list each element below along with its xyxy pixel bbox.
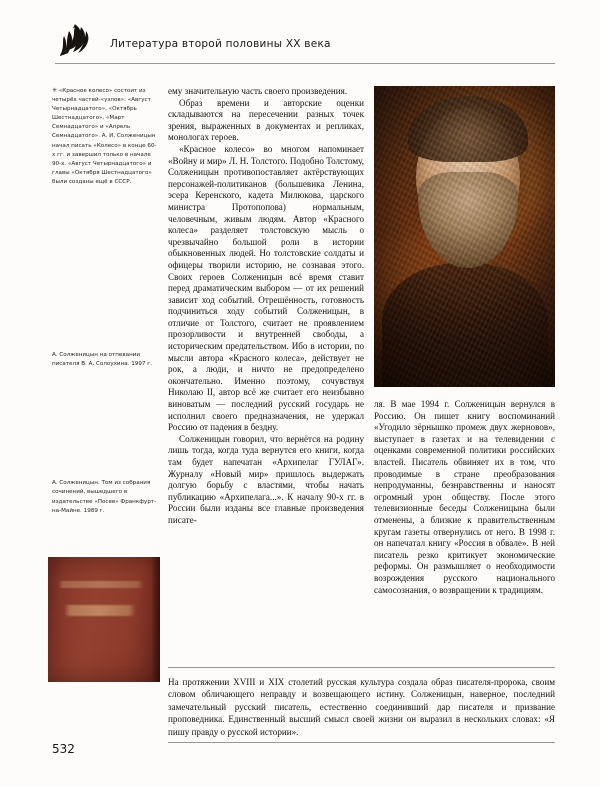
- margin-note-text: «Красное колесо» состоит из четырёх частей-«узлов»: «Август Четырнадцатого», «Октябрь Шестнадцатого», «Март Семнадцатого» и «Апрель Семнадцатого». А. И. Солженицын начал писать «Колесо» в конце 60-х гг. и завершил только в начале 90-х. «Август Четырнадцатого» и главы «Октября Шестнадцатого» были созданы ещё в СССР.: [52, 88, 157, 185]
- paragraph: ему значительную часть своего произведения.: [168, 86, 348, 96]
- book-cover-title-lettering: [64, 605, 136, 616]
- final-summary-block: [168, 676, 555, 738]
- portrait-photo-solzhenitsyn: [374, 86, 555, 387]
- paragraph: «Красное колесо» во многом напоминает «Войну и мир» Л. Н. Толстого. Подобно Толстому, Солженицын противопоставляет актёрствующих персонажей-политиканов (большевика Ленина, эсера Керенского, кадета Милюкова, царского министра Протопопова) нормальным, человечным, живым людям. Автор «Красного колеса» разделяет толстовскую мысль о чрезвычайно большой роли в истории обыкновенных людей. Но толстовские солдаты и офицеры творили историю, не сознавая этого. Своих героев Солженицын всё время ставит перед драматическим выбором — от их решений зависит ход событий. Отрешённость, готовность подчиниться ходу событий Солженицын, в отличие от Толстого, считает не проявлением прозорливости и внутренней свободы, а историческим предательством. Ибо в истории, по мысли автора «Красного колеса», действует не рок, а люди, и ничто не предопределено окончательно. Именно поэтому, сочувствуя Николаю II, автор всё же считает его неизбывно виноватым — последний русский государь не исполнил своего предназначения, не удержал Россию от падения в бездну.: [168, 143, 364, 433]
- book-cover-figure: [48, 557, 160, 682]
- header-divider: [55, 63, 555, 64]
- paragraph: На протяжении XVIII и XIX столетий русская культура создала образ писателя-пророка, своим словом обличающего неправду и возвещающего истину. Солженицын, наверное, последний замечательный русский писатель, естественно соединивший дар писателя и призвание проповедника. Единственный высший смысл своей жизни он выразил в нескольких словах: «Я пишу правду о русской истории».: [168, 677, 555, 737]
- book-cover-author-lettering: [58, 581, 144, 588]
- book-cover-image: [48, 557, 160, 682]
- note-marker-icon: ✳: [52, 87, 58, 94]
- final-block-top-divider: [168, 667, 555, 668]
- paragraph: Образ времени и авторские оценки складываются на пересечении разных точек зрения, выраженных в документах и репликах, монологах героев.: [168, 97, 364, 143]
- main-text-column-right: [374, 399, 555, 596]
- feather-quill-ornament-icon: [55, 22, 95, 60]
- final-block-bottom-divider: [168, 742, 555, 743]
- book-spine: [152, 557, 160, 682]
- page-number: 532: [52, 742, 75, 756]
- margin-note-text: А. Солженицын. Том из собрания сочинений, вышедшего в издательстве «Посев» Франкфурт-на-Майне. 1989 г.: [52, 480, 157, 515]
- paragraph: ля. В мае 1994 г. Солженицын вернулся в Россию. Он пишет книгу воспоминаний «Угодило зёрнышко промеж двух жерновов», выступает в газетах и на телевидении с оценками современной политики российских властей. Писатель обвиняет их в том, что проводимые в стране преобразования непродуманны, безнравственны и наносят огромный урон обществу. После этого телевизионные беседы Солженицына были отменены, а близкие к правительственным кругам газеты отвернулись от него. В 1998 г. он напечатал книгу «Россия в обвале». В ней писатель резко критикует экономические реформы. Он размышляет о необходимости возрождения русского национального самосознания, о возвращении к традициям.: [374, 399, 555, 595]
- running-head-title: Литература второй половины XX века: [110, 38, 331, 50]
- margin-note-photo-caption: [52, 351, 158, 370]
- main-text-column-left: [168, 86, 364, 527]
- photo-vignette: [374, 86, 555, 387]
- paragraph: Солженицын говорил, что вернётся на родину лишь тогда, когда туда вернутся его книги, когда там будет напечатан «Архипелаг ГУЛАГ». Журналу «Новый мир» пришлось выдержать долгую борьбу с властями, чтобы начать публикацию «Архипелага...». К началу 90-х гг. в России были изданы все главные произведения писате-: [168, 433, 364, 525]
- margin-note-book-caption: [52, 479, 158, 517]
- margin-note-text: А. Солженицын на отпевании писателя В. А. Солоухина. 1997 г.: [52, 352, 152, 368]
- running-head: [55, 22, 555, 62]
- margin-note-krasnoe-koleso: [52, 86, 158, 187]
